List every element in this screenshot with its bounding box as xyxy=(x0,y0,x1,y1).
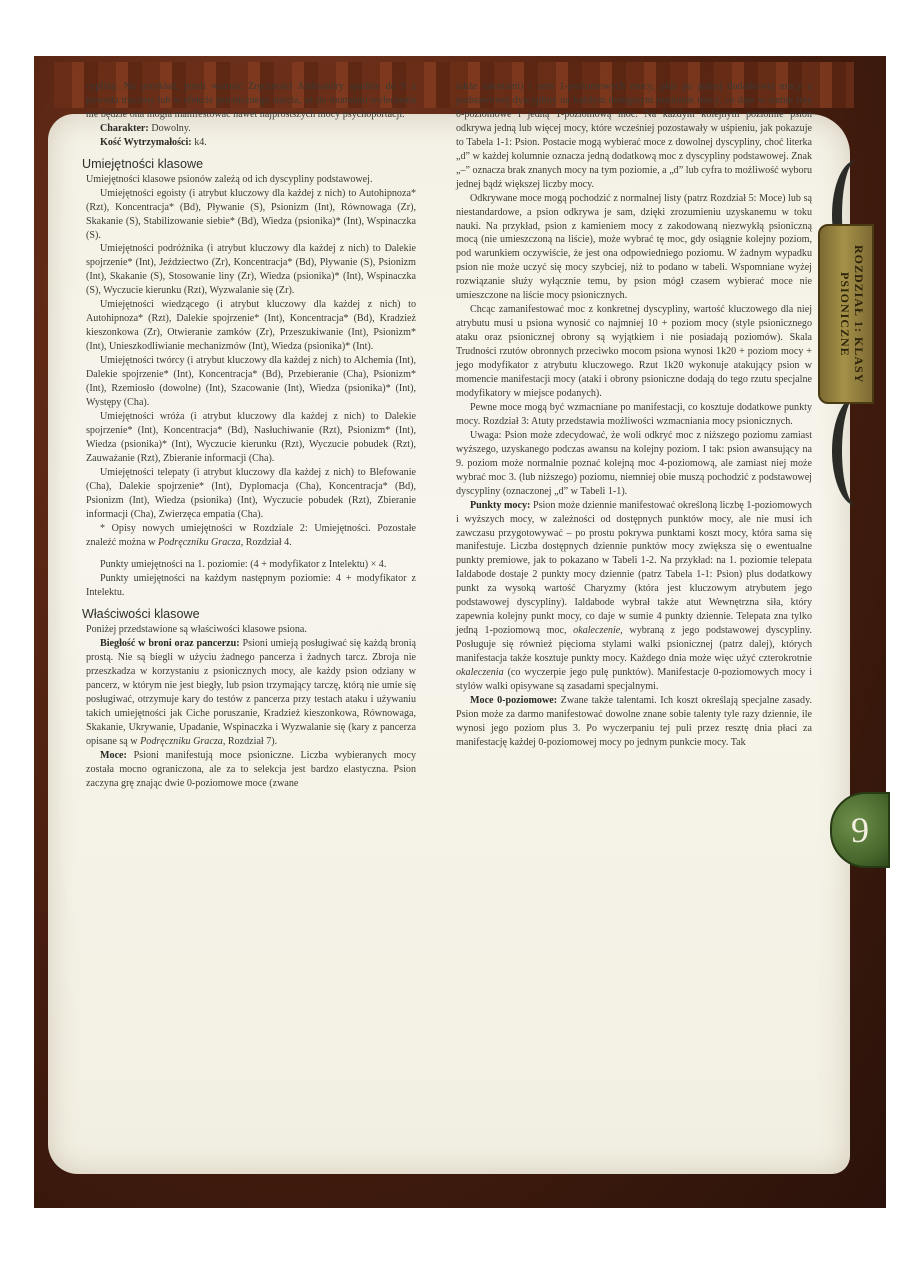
right-paragraph-3: Chcąc zamanifestować moc z konkretnej dyscypliny, wartość kluczowego dla niej atrybutu musi u psiona wynosić co najmniej 10 + poziom mocy (style psionicznego ataku oraz psionicznej obrony są wyjątkiem i nie posiadają poziomów). Skala Trudności rzutów obronnych przeciwko mocom psiona wynosi 1k20 + poziom mocy + jego modyfikator z atrybutu kluczowego. Rzut 1k20 wykonuje atakujący psion w momencie manifestacji mocy (ataki i obrony psioniczne dodają do tego rzutu specjalne modyfikatory w miejsce podanych). xyxy=(456,304,812,399)
powers-label: Moce: xyxy=(100,749,127,761)
skill-points-next: Punkty umiejętności na każdym następnym poziomie: 4 + modyfikator z Intelektu. xyxy=(86,573,416,599)
skills-shaper: Umiejętności twórcy (i atrybut kluczowy dla każdej z nich) to Alchemia (Int), Dalekie spojrzenie* (Int), Koncentracja* (Bd), Przebieranie (Cha), Psionizm* (Int), Rzemiosło (dowolne) (Int), Szacowanie (Int), Wiedza (psionika)* (Int), Występy (Cha). xyxy=(86,355,416,408)
zero-level-label: Moce 0-poziomowe: xyxy=(470,694,558,706)
armor-text-book: Podręczniku Gracza xyxy=(140,735,223,747)
skill-points-first: Punkty umiejętności na 1. poziomie: (4 + modyfikator z Intelektu) × 4. xyxy=(100,559,387,571)
hitdie-line xyxy=(86,136,416,150)
alignment-value: Dowolny. xyxy=(151,122,191,134)
armor-label: Biegłość w broni oraz pancerzu: xyxy=(100,638,240,650)
power-points-label: Punkty mocy: xyxy=(470,499,531,511)
hitdie-value: k4. xyxy=(194,136,207,148)
power-points-text-b: , wybraną z jego podstawowej dyscypliny. Posługuje się również pięcioma stylami walki psionicznej (patrz dalej), których manifestacja także kosztuje punkty mocy. Każdego dnia może więc użyć czterokrotnie xyxy=(456,625,812,665)
skills-footnote-a: * Opisy nowych umiejętności w Rozdziale 2: Umiejętności. Pozostałe znaleźć można w xyxy=(86,522,416,548)
skills-knower: Umiejętności wiedzącego (i atrybut kluczowy dla każdej z nich) to Autohipnoza* (Rzt), Dalekie spojrzenie* (Int), Koncentracja* (Bd), Kradzież kieszonkowa (Zr), Otwieranie zamków (Zr), Przeszukiwanie (Int), Psionizm* (Int), Unieszkodliwianie mechanizmów (Int), Wiedza (psionika)* (Int). xyxy=(86,299,416,353)
hitdie-label: Kość Wytrzymałości: xyxy=(100,136,192,148)
skills-telepath: Umiejętności telepaty (i atrybut kluczowy dla każdej z nich) to Blefowanie (Cha), Dalekie spojrzenie* (Int), Dyplomacja (Cha), Koncentracja* (Bd), Psionizm (Int), Wiedza (psionika) (Int), Wyczucie pobudek (Rzt), Zbieranie informacji (Cha), Zwierzęca empatia (Cha). xyxy=(86,466,416,520)
armor-text-a: Psioni umieją posługiwać się każdą bronią prostą. Nie są biegli w użyciu żadnego pancerza i żadnych tarcz. Zbroja nie przeszkadza w korzystaniu z psionicznych mocy, ale każdy psion odziany w pancerz, w którym nie jest biegły, lub psion trzymający tarczę, którą nie umie się posługiwać, otrzymuje kary do testów z pancerza przy testach ataku i używaniu takich umiejętności jak Ciche poruszanie, Kradzież kieszonkowa, Równowaga, Skakanie, Ukrywanie, Upadanie, Wspinaczka i Wyzwalanie się (kary z pancerza opisane są w xyxy=(86,638,416,747)
alignment-label: Charakter: xyxy=(100,122,149,134)
page-number: 9 xyxy=(830,792,890,868)
power-points-text-a: Psion może dziennie manifestować określoną liczbę 1-poziomowych i wyższych mocy, w zależności od dostępnych punktów mocy, ale nie musi ich zawczasu przygotowywać – po prostu pokrywa punktami koszt mocy, która sama się manifestuje. Liczba dostępnych dziennie punktów mocy zwiększa się o ewentualne punkty premiowe, jak to pokazano w Tabeli 1-2. Na przykład: na 1. poziomie telepata Ialdabode dostaje 2 punkty mocy dziennie (patrz Tabela 1-1: Psion) plus dodatkowy punkt za wysoką wartość Charyzmy (która jest kluczowym atrybutem jego podstawowej dyscypliny). Ialdabode wybrał także atut Wewnętrzna siła, który zapewnia kolejny punkt mocy, co daje w sumie 4 punkty dziennie. Telepata zna tylko jedną 1-poziomową moc, xyxy=(456,499,812,637)
features-intro: Poniżej przedstawione są właściwości klasowe psiona. xyxy=(86,624,307,636)
skills-intro: Umiejętności klasowe psionów zależą od ich dyscypliny podstawowej. xyxy=(86,173,373,185)
zero-level-text: Zwane także talentami. Ich koszt określają specjalne zasady. Psion może za darmo manifestować dowolne znane sobie talenty tyle razy dziennie, ile wynosi jego poziom plus 3. Po wyczerpaniu tej puli przez resztę dnia płaci za manifestację każdej 0-poziomowej mocy po jednym punkcie mocy. Tak xyxy=(456,694,812,748)
chapter-side-tab-label: ROZDZIAŁ 1: KLASY PSIONICZNE xyxy=(838,244,866,384)
powers-text: Psioni manifestują moce psioniczne. Liczba wybieranych mocy została mocno ograniczona, ale za to selekcja jest bardzo elastyczna. Psion zaczyna grę znając dwie 0-poziomowe moce (zwane xyxy=(86,749,416,789)
alignment-line xyxy=(86,122,416,136)
skills-seer: Umiejętności wróża (i atrybut kluczowy dla każdej z nich) to Dalekie spojrzenie* (Int), Koncentracja* (Bd), Nasłuchiwanie (Rzt), Psionizm* (Int), Wiedza (psionika)* (Int), Wyczucie kierunku (Rzt), Wyczucie pobudek (Rzt), Zauważanie (Rzt), Zbieranie informacji (Cha). xyxy=(86,410,416,464)
right-paragraph-5: Uwaga: Psion może zdecydować, że woli odkryć moc z niższego poziomu zamiast wyższego, uzyskanego podczas awansu na kolejny poziom. I tak: psion awansujący na 9. poziom może normalnie poznać kolejną moc 4-poziomową, ale zamiast niej może wybrać moc 3. (lub niższego) poziomu, niemniej obie muszą pochodzić z podstawowej dyscypliny (oznaczonej „d” w Tabeli 1-1). xyxy=(456,429,812,497)
right-column xyxy=(456,80,812,750)
skills-footnote-book: Podręczniku Gracza xyxy=(158,536,241,548)
armor-text-b: , Rozdział 7). xyxy=(222,735,278,747)
armor-paragraph xyxy=(86,637,416,749)
right-paragraph-2: Odkrywane moce mogą pochodzić z normalnej listy (patrz Rozdział 5: Moce) lub są niestandardowe, a psion odkrywa je sam, dzięki zrozumieniu uzyskanemu w toku nauki. Na przykład, psion z kamieniem mocy z zakodowaną niezwykłą psioniczną mocą (nie umieszczoną na liście), może wybrać tę moc, gdy osiągnie kolejny poziom, pod warunkiem oczywiście, że jest ona odpowiedniego poziomu. W żadnym wypadku psion nie może uczyć się mocy szybciej, niż to podano w tabeli. Wspomniane wyżej rozwiązanie służy wyłącznie temu, by psion mógł czasem wybierać moce nie umieszczone na liście mocy psionicznych. xyxy=(456,192,812,302)
power-points-text-c: (co wyczerpie jego pulę punktów). Manifestacje 0-poziomowych mocy i stylów walki opisywane są zasadami specjalnymi. xyxy=(456,667,812,692)
left-column xyxy=(82,80,416,791)
features-heading: Właściwości klasowe xyxy=(82,607,200,622)
powers-paragraph xyxy=(86,749,416,791)
right-paragraph-1: także talentami) i zero 1-poziomowych mocy, plus po jednej dodatkowej mocy z podstawowej dyscypliny na każdym dostępnym poziomie mocy, co daje w sumie trzy 0-poziomowe i jedną 1-poziomową moc. Na każdym kolejnym poziomie psion odkrywa jedną lub więcej mocy, które wcześniej pozostawały w uśpieniu, jak pokazuje to Tabela 1-1: Psion. Postacie mogą wybierać moce z dowolnej dyscypliny, choć literka „d” w każdej kolumnie oznacza jedną dodatkową moc z dyscypliny podstawowej. Znak „–” oznacza brak znanych mocy na tym poziomie, a „d” lub cyfra to możliwość wyboru jednej bądź większej liczby mocy. xyxy=(456,81,812,190)
power-points-em1: okaleczenie xyxy=(573,625,621,637)
horn-ornament-lower xyxy=(832,396,882,506)
power-points-paragraph xyxy=(456,499,812,694)
skills-footnote xyxy=(86,522,416,550)
skills-footnote-b: , Rozdział 4. xyxy=(240,536,292,548)
right-paragraph-4: Pewne moce mogą być wzmacniane po manifestacji, co kosztuje dodatkowe punkty mocy. Rozdział 3: Atuty przedstawia możliwości wzmacniania mocy psionicznych. xyxy=(456,401,812,427)
skills-heading: Umiejętności klasowe xyxy=(82,156,204,171)
zero-level-paragraph xyxy=(456,694,812,750)
intro-paragraph: cypliny. Na przykład, jeżeli wartość Zręczności Aleksandry spadnie do 9 z powodu trucizny lub w efekcie psionicznego starcia, aż do momentu wyleczenia nie będzie ona mogła manifestować nawet najprostszych mocy psychoportacji. xyxy=(86,81,416,120)
chapter-side-tab xyxy=(818,224,874,404)
skills-egoist: Umiejętności egoisty (i atrybut kluczowy dla każdej z nich) to Autohipnoza* (Rzt), Koncentracja* (Bd), Pływanie (S), Psionizm (Int), Równowaga (Zr), Skakanie (S), Stabilizowanie siebie* (Bd), Wiedza (psionika)* (Int), Wspinaczka (S). xyxy=(86,187,416,241)
power-points-em2: okaleczenia xyxy=(456,667,504,679)
skills-traveler: Umiejętności podróżnika (i atrybut kluczowy dla każdej z nich) to Dalekie spojrzenie* (Int), Jeździectwo (Zr), Koncentracja* (Bd), Pływanie (S), Psionizm (Int), Skakanie (S), Stosowanie liny (Zr), Wiedza (psionika)* (Int), Wspinaczka (S), Wyczucie kierunku (Rzt), Wyzwalanie się (Zr). xyxy=(86,243,416,297)
